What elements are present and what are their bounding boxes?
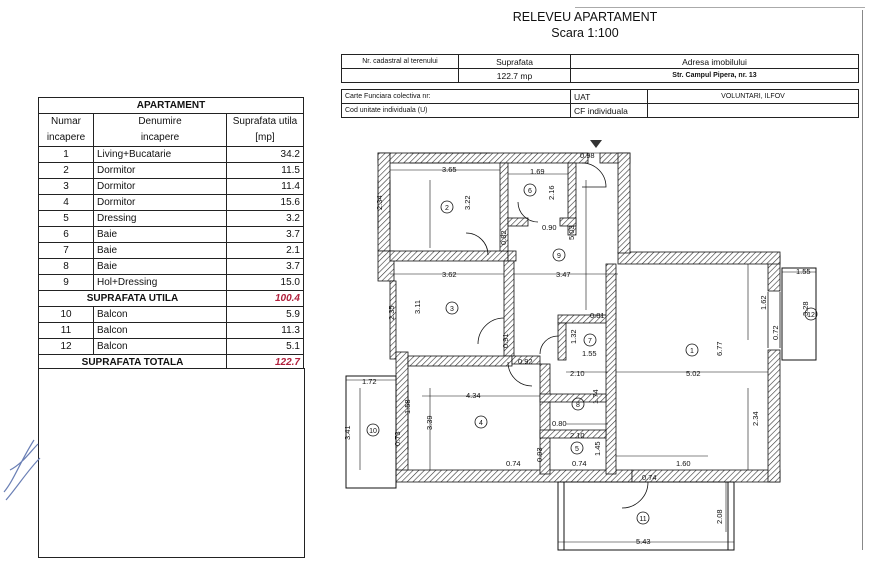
dim-label: 2.34 bbox=[375, 195, 384, 210]
property-info-table bbox=[341, 54, 859, 118]
dim-label: 0.81 bbox=[590, 311, 605, 320]
dim-label: 0.80 bbox=[552, 419, 567, 428]
dim-label: 4.34 bbox=[466, 391, 481, 400]
dim-label: 1.55 bbox=[582, 349, 597, 358]
room-number: 1 bbox=[690, 348, 694, 355]
dim-label: 3.28 bbox=[801, 301, 810, 316]
dim-label: 3.22 bbox=[463, 195, 472, 210]
dim-label: 2.35 bbox=[387, 305, 396, 320]
uat-value: VOLUNTARI, ILFOV bbox=[648, 90, 859, 104]
dim-label: 1.55 bbox=[796, 267, 811, 276]
room-number: 10 bbox=[369, 428, 377, 435]
col-name-header: Denumire incapere bbox=[94, 114, 227, 147]
room-number: 3 bbox=[450, 306, 454, 313]
dim-label: 1.62 bbox=[759, 295, 768, 310]
room-number: 12 bbox=[807, 312, 815, 319]
dim-label: 0.98 bbox=[580, 151, 595, 160]
col-num-header: Numar incapere bbox=[39, 114, 94, 147]
dim-label: 1.32 bbox=[569, 329, 578, 344]
total-value: 122.7 bbox=[227, 355, 304, 371]
dim-label: 2.16 bbox=[547, 185, 556, 200]
room-number: 2 bbox=[445, 205, 449, 212]
dim-label: 1.74 bbox=[591, 389, 600, 404]
dim-label: 1.60 bbox=[676, 459, 691, 468]
dimension-labels bbox=[343, 151, 811, 546]
room-number: 8 bbox=[576, 402, 580, 409]
uat-label: UAT bbox=[571, 90, 648, 104]
dim-label: 0.90 bbox=[542, 223, 557, 232]
table-spacer bbox=[342, 83, 859, 90]
document-title: RELEVEU APARTAMENT bbox=[512, 10, 658, 24]
total-label: SUPRAFATA TOTALA bbox=[39, 355, 227, 371]
room-number: 5 bbox=[575, 446, 579, 453]
dim-label: 0.74 bbox=[642, 473, 657, 482]
cf-individuala-label: CF individuala bbox=[571, 104, 648, 118]
table-row: 3 Dormitor 11.4 bbox=[39, 179, 304, 195]
dim-label: 2.08 bbox=[715, 509, 724, 524]
carte-funciara-label: Carte Funciara colectiva nr: bbox=[342, 90, 571, 104]
table-row: 8 Baie 3.7 bbox=[39, 259, 304, 275]
apartment-rooms-table bbox=[38, 97, 304, 371]
dim-label: 0.93 bbox=[535, 447, 544, 462]
table-row: 12 Balcon 5.1 bbox=[39, 339, 304, 355]
dim-label: 2.10 bbox=[570, 369, 585, 378]
table-row: 2 Dormitor 11.5 bbox=[39, 163, 304, 179]
dim-label: 1.58 bbox=[403, 399, 412, 414]
dim-label: 1.45 bbox=[593, 441, 602, 456]
table-row: 4 Dormitor 15.6 bbox=[39, 195, 304, 211]
table-row: 9 Hol+Dressing 15.0 bbox=[39, 275, 304, 291]
right-edge-line bbox=[862, 10, 863, 550]
suprafata-label: Suprafata bbox=[459, 55, 571, 69]
dim-label: 0.74 bbox=[572, 459, 587, 468]
nr-cadastral-label: Nr. cadastral al terenului bbox=[342, 55, 459, 69]
dim-label: 0.74 bbox=[506, 459, 521, 468]
table-row: 5 Dressing 3.2 bbox=[39, 211, 304, 227]
dim-label: 3.47 bbox=[556, 270, 571, 279]
table-row: 1 Living+Bucatarie 34.2 bbox=[39, 147, 304, 163]
room-number: 6 bbox=[528, 188, 532, 195]
dim-label: 3.41 bbox=[343, 425, 352, 440]
top-edge-line bbox=[575, 7, 865, 8]
cf-individuala-value bbox=[648, 104, 859, 118]
dim-label: 5.43 bbox=[636, 537, 651, 546]
handwritten-scribble bbox=[0, 400, 60, 510]
col-area-header: Suprafata utila [mp] bbox=[227, 114, 304, 147]
document-scale: Scara 1:100 bbox=[551, 26, 619, 40]
dim-label: 3.11 bbox=[413, 299, 422, 314]
table-row: 10 Balcon 5.9 bbox=[39, 307, 304, 323]
dim-label: 6.77 bbox=[715, 341, 724, 356]
suprafata-value: 122.7 mp bbox=[459, 69, 571, 83]
room-number: 9 bbox=[557, 253, 561, 260]
signature-stamp-box bbox=[38, 368, 305, 558]
dim-label: 3.62 bbox=[442, 270, 457, 279]
dim-label: 0.92 bbox=[518, 357, 533, 366]
adresa-value: Str. Campul Pipera, nr. 13 bbox=[571, 69, 859, 83]
dim-label: 3.39 bbox=[425, 415, 434, 430]
dimension-lines bbox=[346, 153, 816, 542]
subtotal-value: 100.4 bbox=[227, 291, 304, 307]
dim-label: 1.72 bbox=[362, 377, 377, 386]
room-number: 11 bbox=[639, 516, 647, 523]
dim-label: 0.91 bbox=[501, 333, 510, 348]
table-row: 7 Baie 2.1 bbox=[39, 243, 304, 259]
table-row: 11 Balcon 11.3 bbox=[39, 323, 304, 339]
subtotal-row bbox=[39, 291, 304, 307]
room-number: 4 bbox=[479, 420, 483, 427]
dim-label: 0.73 bbox=[393, 431, 402, 446]
dim-label: 0.82 bbox=[499, 230, 508, 245]
dim-label: 2.10 bbox=[570, 431, 585, 440]
entrance-arrow-icon bbox=[590, 140, 602, 148]
dim-label: 3.65 bbox=[442, 165, 457, 174]
dim-label: 5.03 bbox=[567, 225, 576, 240]
dim-label: 0.72 bbox=[771, 325, 780, 340]
nr-cadastral-value bbox=[342, 69, 459, 83]
dim-label: 5.02 bbox=[686, 369, 701, 378]
apartment-table-title: APARTAMENT bbox=[39, 98, 304, 114]
room-number: 7 bbox=[588, 338, 592, 345]
dim-label: 1.69 bbox=[530, 167, 545, 176]
adresa-label: Adresa imobilului bbox=[571, 55, 859, 69]
subtotal-label: SUPRAFATA UTILA bbox=[39, 291, 227, 307]
floor-plan bbox=[330, 140, 815, 555]
table-row: 6 Baie 3.7 bbox=[39, 227, 304, 243]
dim-label: 2.34 bbox=[751, 411, 760, 426]
cod-unitate-label: Cod unitate individuala (U) bbox=[342, 104, 571, 118]
